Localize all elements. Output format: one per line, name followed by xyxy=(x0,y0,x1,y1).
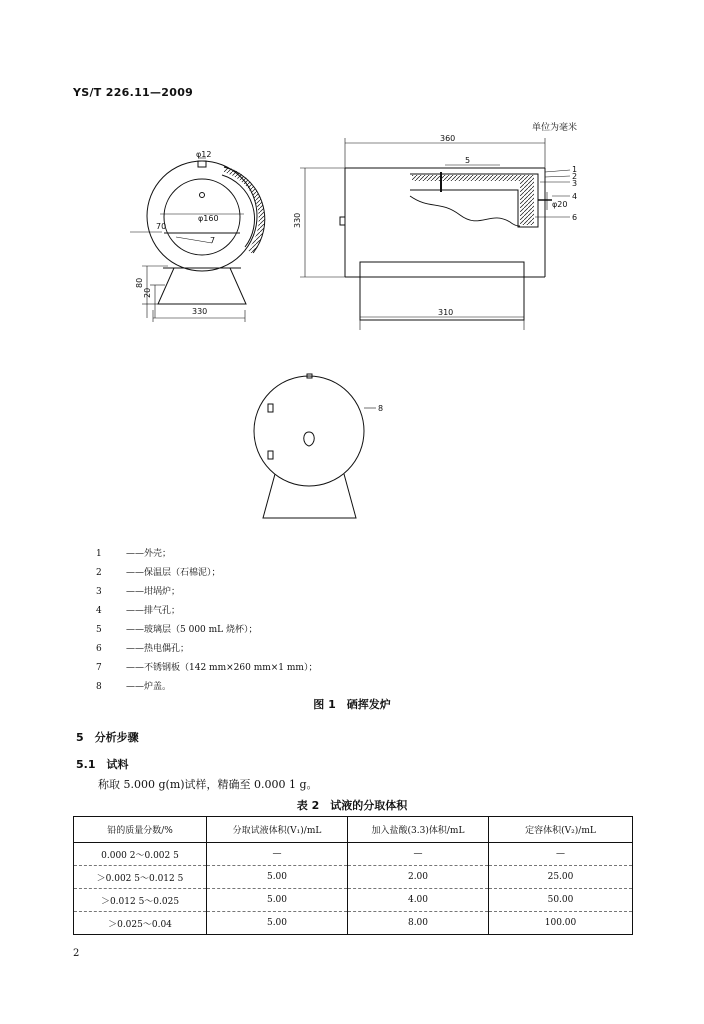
legend-item: 4 ——排气孔； xyxy=(96,606,181,616)
dim-330-h: 330 xyxy=(293,212,302,228)
volume-table xyxy=(73,816,633,935)
legend-item: 8 ——炉盖。 xyxy=(96,682,172,692)
front-stand xyxy=(158,268,246,304)
callout-1: 1 xyxy=(572,165,578,174)
table-cell: — xyxy=(207,843,348,866)
table-cell: 4.00 xyxy=(348,889,489,912)
table-cell: 50.00 xyxy=(489,889,633,912)
callout-5: 6 xyxy=(572,213,578,222)
col-header: 分取试液体积(V₁)/mL xyxy=(207,817,348,843)
legend-item: 3 ——坩埚炉； xyxy=(96,587,181,597)
table-row xyxy=(74,866,633,889)
lid-stand xyxy=(263,474,356,518)
callout-2: 2 xyxy=(572,172,578,181)
dim-phi12: φ12 xyxy=(196,150,212,159)
subsection-title: 5.1 试料 xyxy=(76,758,129,771)
table-cell: 2.00 xyxy=(348,866,489,889)
callout-6: 5 xyxy=(465,156,471,165)
legend-item: 5 ——玻璃层（5 000 mL 烧杯）； xyxy=(96,625,258,635)
dim-360: 360 xyxy=(440,134,456,143)
table-cell: — xyxy=(489,843,633,866)
table-caption: 表 2 试液的分取体积 xyxy=(296,799,408,812)
top-port xyxy=(198,161,206,167)
table-cell: 8.00 xyxy=(348,912,489,935)
section-title: 5 分析步骤 xyxy=(76,731,139,744)
table-row xyxy=(74,889,633,912)
table-cell: 25.00 xyxy=(489,866,633,889)
dim-phi160: φ160 xyxy=(198,214,219,223)
table-cell: 5.00 xyxy=(207,912,348,935)
dim-310: 310 xyxy=(438,308,454,317)
table-row xyxy=(74,912,633,935)
dim-80: 80 xyxy=(135,277,144,288)
dim-20: 20 xyxy=(143,287,152,298)
table-cell: ＞0.002 5～0.012 5 xyxy=(74,866,207,889)
table-row xyxy=(74,843,633,866)
callout-3: 3 xyxy=(572,179,578,188)
table-cell: ＞0.012 5～0.025 xyxy=(74,889,207,912)
figure-legend xyxy=(96,545,317,697)
legend-item: 6 ——热电偶孔； xyxy=(96,644,190,654)
callout-4: 4 xyxy=(572,192,578,201)
table-cell: 100.00 xyxy=(489,912,633,935)
page-number: 2 xyxy=(73,948,80,959)
standard-code: YS/T 226.11—2009 xyxy=(73,86,194,99)
figure-caption: 图 1 硒挥发炉 xyxy=(313,698,391,711)
furnace-lid xyxy=(254,376,364,486)
table-cell: 5.00 xyxy=(207,889,348,912)
dim-phi20: φ20 xyxy=(552,200,568,209)
dim-330-w: 330 xyxy=(192,307,208,316)
body-paragraph: 称取 5.000 g(m)试样，精确至 0.000 1 g。 xyxy=(98,778,318,791)
col-header: 加入盐酸(3.3)体积/mL xyxy=(348,817,489,843)
table-cell: ＞0.025～0.04 xyxy=(74,912,207,935)
table-header-row xyxy=(74,817,633,843)
dim-7: 7 xyxy=(210,236,216,245)
legend-item: 7 ——不锈钢板（142 mm×260 mm×1 mm）； xyxy=(96,663,318,673)
legend-item: 1 ——外壳； xyxy=(96,549,172,559)
unit-note: 单位为毫米 xyxy=(532,123,578,133)
col-header: 铅的质量分数/% xyxy=(74,817,207,843)
table-cell: — xyxy=(348,843,489,866)
insulation-arc xyxy=(224,169,262,252)
col-header: 定容体积(V₂)/mL xyxy=(489,817,633,843)
table-cell: 0.000 2～0.002 5 xyxy=(74,843,207,866)
dim-70: 70 xyxy=(156,222,167,231)
legend-item: 2 ——保温层（石棉泥）； xyxy=(96,568,221,578)
callout-8: 8 xyxy=(378,404,384,413)
break-line xyxy=(410,196,520,226)
table-cell: 5.00 xyxy=(207,866,348,889)
